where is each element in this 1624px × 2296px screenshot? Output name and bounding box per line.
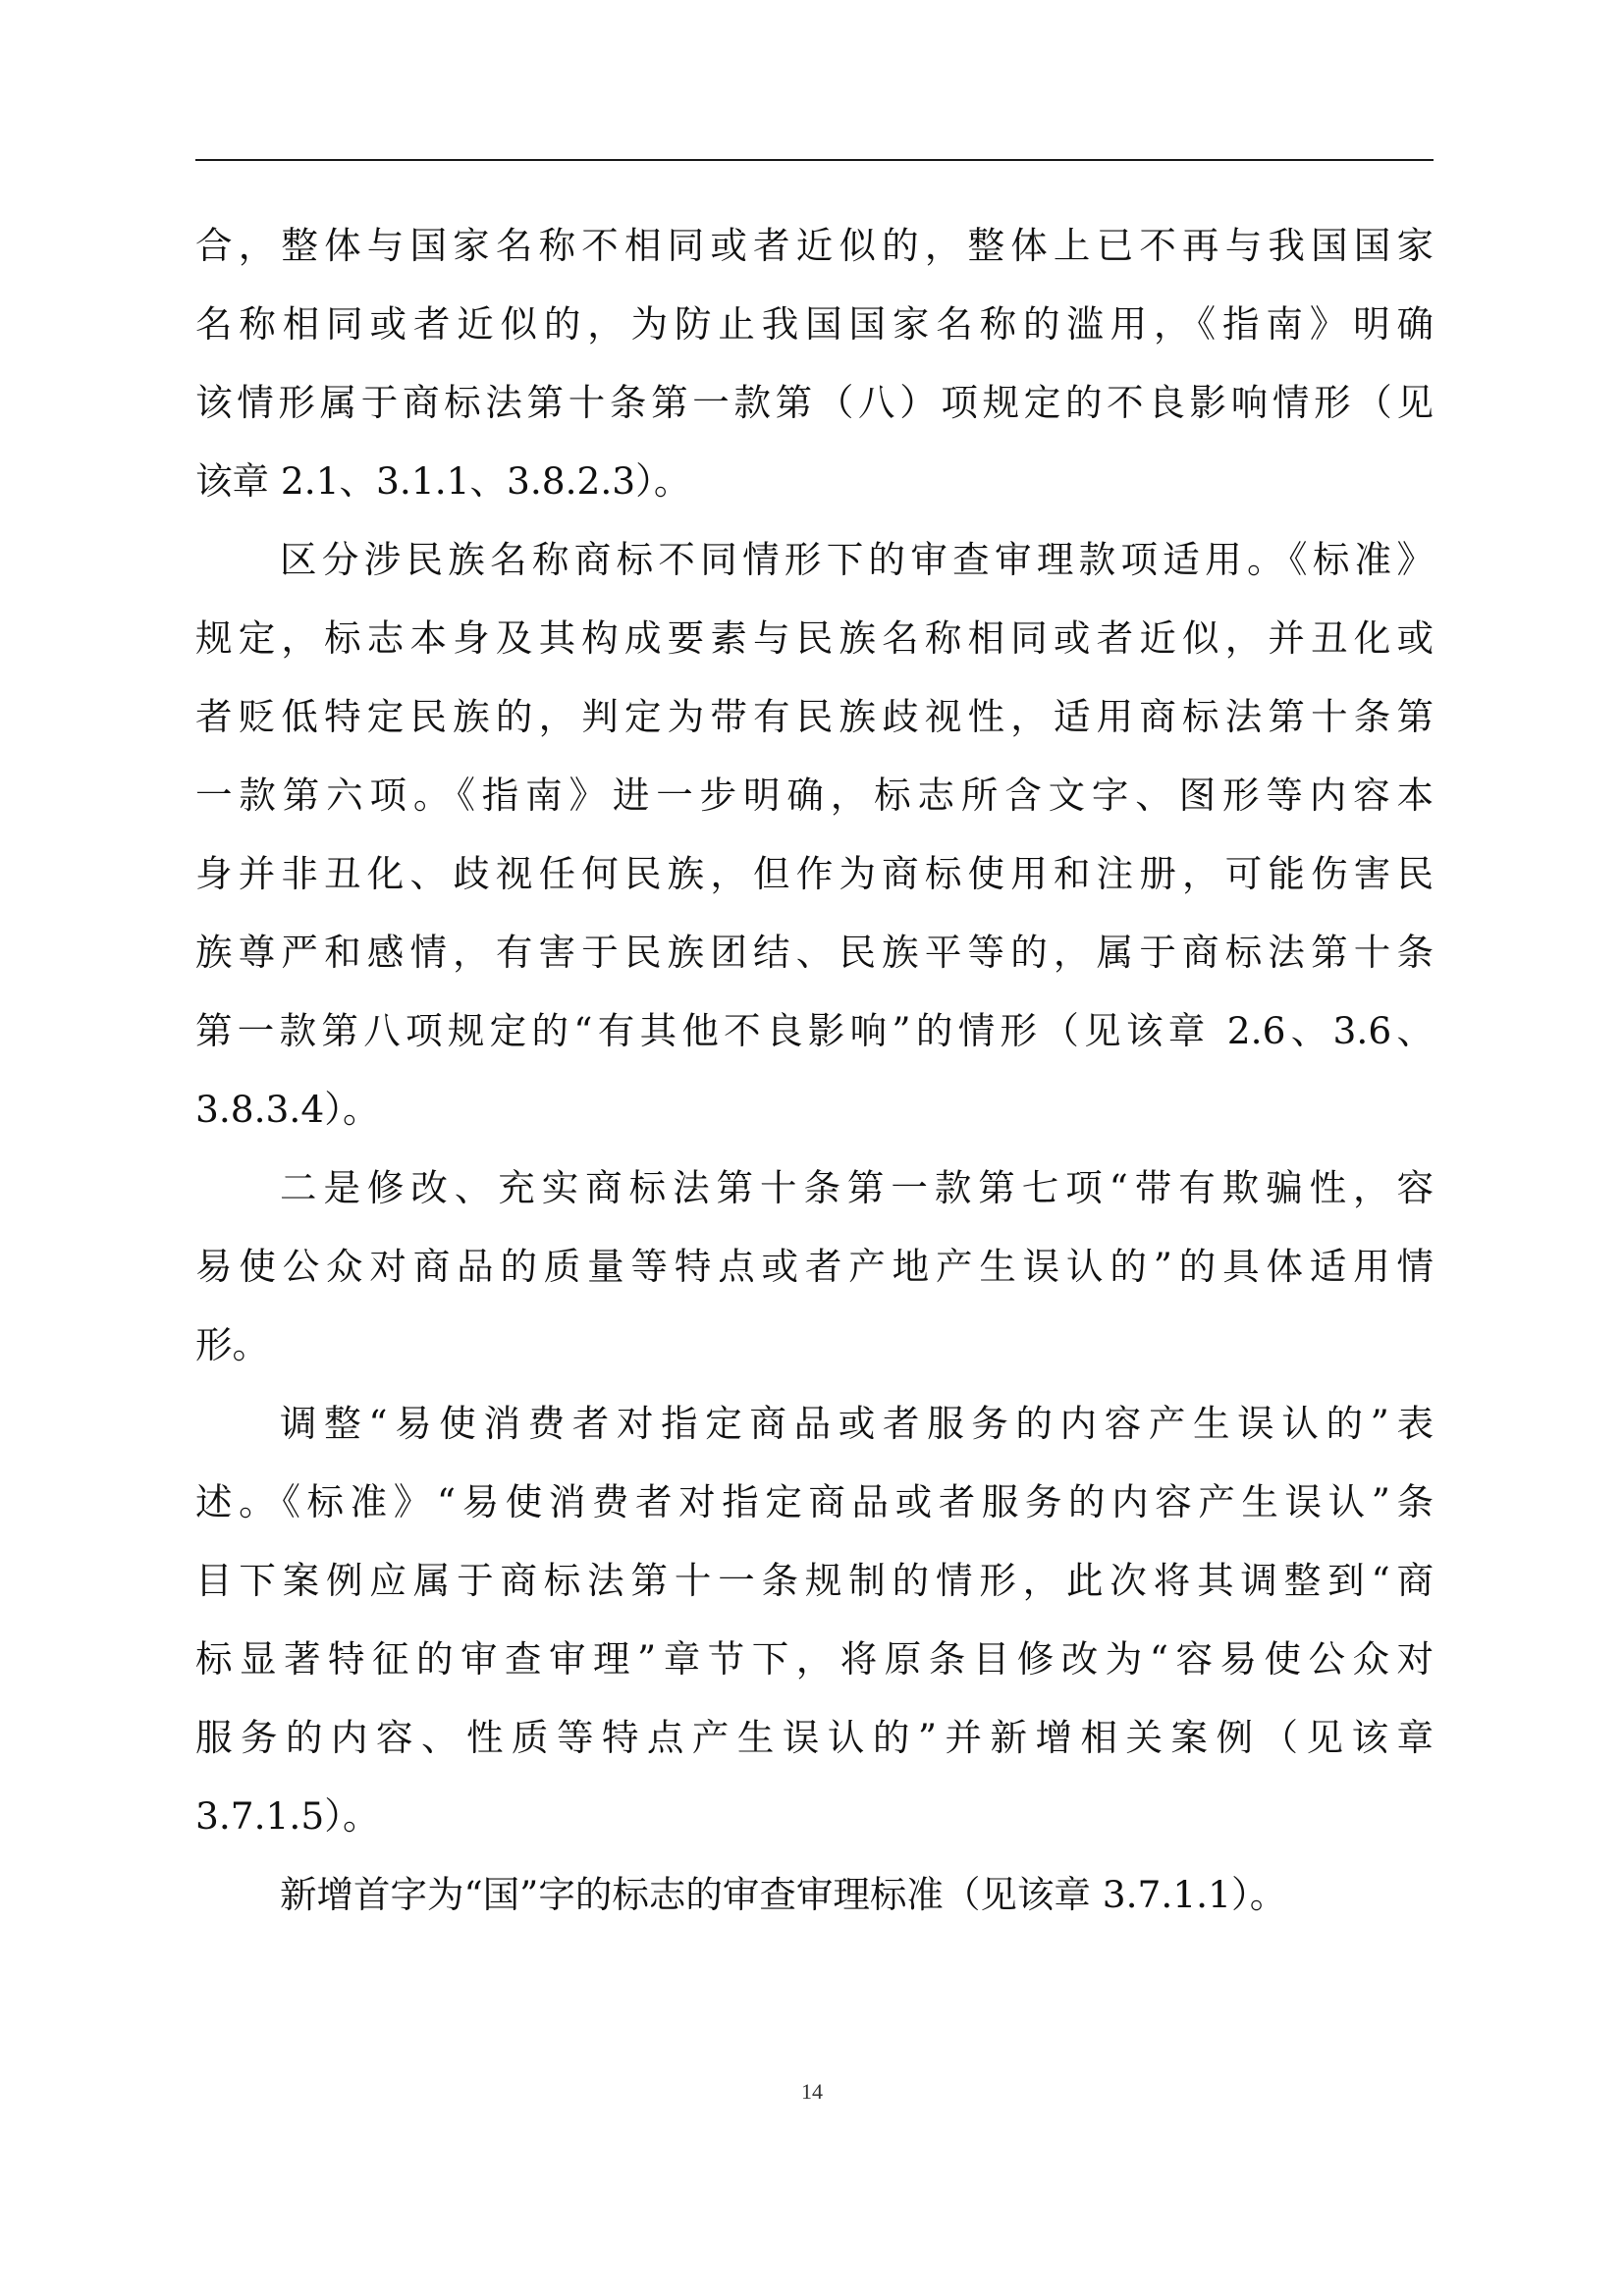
text-line: 一款第六项。《指南》进一步明确，标志所含文字、图形等内容本 — [195, 774, 1434, 817]
text-line: 目下案例应属于商标法第十一条规制的情形，此次将其调整到“商 — [195, 1559, 1434, 1602]
paragraph — [195, 1148, 1434, 1384]
paragraph — [195, 206, 1434, 520]
text-line: 新增首字为“国”字的标志的审查审理标准（见该章 3.7.1.1）。 — [280, 1873, 1287, 1916]
text-line: 3.7.1.5）。 — [195, 1794, 380, 1838]
text-line: 3.8.3.4）。 — [195, 1088, 380, 1131]
text-line: 规定，标志本身及其构成要素与民族名称相同或者近似，并丑化或 — [195, 616, 1434, 660]
text-line: 调整“易使消费者对指定商品或者服务的内容产生误认的”表 — [280, 1402, 1434, 1445]
text-line: 区分涉民族名称商标不同情形下的审查审理款项适用。《标准》 — [280, 538, 1434, 581]
text-line: 族尊严和感情，有害于民族团结、民族平等的，属于商标法第十条 — [195, 931, 1434, 974]
page-number: 14 — [801, 2079, 823, 2104]
text-line: 易使公众对商品的质量等特点或者产地产生误认的”的具体适用情 — [195, 1245, 1434, 1288]
text-line: 服务的内容、性质等特点产生误认的”并新增相关案例（见该章 — [195, 1716, 1434, 1759]
text-line: 述。《标准》“易使消费者对指定商品或者服务的内容产生误认”条 — [195, 1480, 1434, 1523]
text-line: 名称相同或者近似的，为防止我国国家名称的滥用，《指南》明确 — [195, 302, 1434, 346]
paragraph — [195, 1384, 1434, 1855]
text-line: 标显著特征的审查审理”章节下，将原条目修改为“容易使公众对 — [195, 1637, 1434, 1681]
header-rule — [195, 159, 1434, 161]
paragraph — [195, 1855, 1434, 1934]
text-line: 第一款第八项规定的“有其他不良影响”的情形（见该章 2.6、3.6、 — [195, 1009, 1434, 1052]
text-line: 形。 — [195, 1323, 269, 1366]
text-line: 身并非丑化、歧视任何民族，但作为商标使用和注册，可能伤害民 — [195, 852, 1434, 895]
text-line: 该情形属于商标法第十条第一款第（八）项规定的不良影响情形（见 — [195, 381, 1434, 424]
text-line: 合，整体与国家名称不相同或者近似的，整体上已不再与我国国家 — [195, 224, 1434, 267]
paragraph — [195, 520, 1434, 1148]
text-line: 者贬低特定民族的，判定为带有民族歧视性，适用商标法第十条第 — [195, 695, 1434, 738]
document-body — [195, 206, 1434, 1934]
text-line: 该章 2.1、3.1.1、3.8.2.3）。 — [195, 459, 691, 503]
text-line: 二是修改、充实商标法第十条第一款第七项“带有欺骗性，容 — [280, 1166, 1434, 1209]
